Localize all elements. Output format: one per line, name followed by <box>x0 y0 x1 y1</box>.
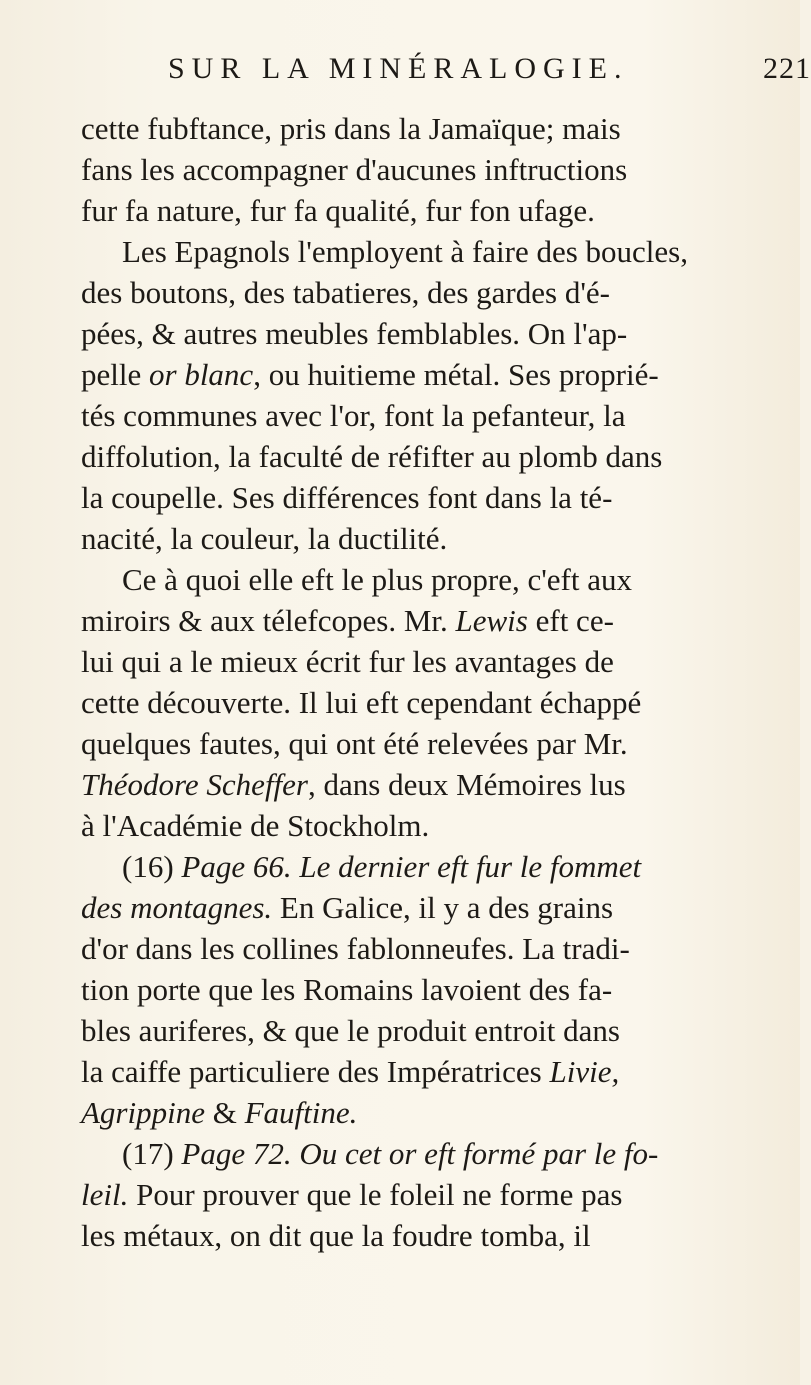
text-line: pelle or blanc, ou huitieme métal. Ses proprié- <box>81 357 659 392</box>
text-line: Les Epagnols l'employent à faire des boucles, <box>122 234 688 269</box>
text-line: cette fubftance, pris dans la Jamaïque; mais <box>81 111 621 146</box>
text-line: cette découverte. Il lui eft cependant échappé <box>81 685 642 720</box>
text-line: tés communes avec l'or, font la pefanteur, la <box>81 398 626 433</box>
text-line: miroirs & aux télefcopes. Mr. Lewis eft ce- <box>81 603 614 638</box>
text-line: à l'Académie de Stockholm. <box>81 808 430 843</box>
text-line: Théodore Scheffer, dans deux Mémoires lus <box>81 767 626 802</box>
text-line: bles auriferes, & que le produit entroit dans <box>81 1013 620 1048</box>
text-line: quelques fautes, qui ont été relevées par Mr. <box>81 726 628 761</box>
text-line: diffolution, la faculté de réfifter au plomb dans <box>81 439 663 474</box>
text-line: pées, & autres meubles femblables. On l'ap- <box>81 316 628 351</box>
text-line: les métaux, on dit que la foudre tomba, il <box>81 1218 591 1253</box>
text-line: (16) Page 66. Le dernier eft fur le fommet <box>122 849 642 884</box>
text-line: des boutons, des tabatieres, des gardes d'é- <box>81 275 610 310</box>
text-line: d'or dans les collines fablonneufes. La tradi- <box>81 931 630 966</box>
text-line: la caiffe particuliere des Impératrices Livie, <box>81 1054 620 1089</box>
text-line: leil. Pour prouver que le foleil ne forme pas <box>81 1177 623 1212</box>
text-line: Ce à quoi elle eft le plus propre, c'eft aux <box>122 562 633 597</box>
text-line: des montagnes. En Galice, il y a des grains <box>81 890 614 925</box>
text-line: fur fa nature, fur fa qualité, fur fon ufage. <box>81 193 595 228</box>
running-title: SUR LA MINÉRALOGIE. <box>168 52 629 85</box>
text-line: fans les accompagner d'aucunes inftructions <box>81 152 628 187</box>
text-line: (17) Page 72. Ou cet or eft formé par le fo- <box>122 1136 659 1171</box>
text-line: la coupelle. Ses différences font dans la té- <box>81 480 613 515</box>
text-line: Agrippine & Fauftine. <box>81 1095 358 1130</box>
text-line: nacité, la couleur, la ductilité. <box>81 521 448 556</box>
text-line: tion porte que les Romains lavoient des fa- <box>81 972 613 1007</box>
text-line: lui qui a le mieux écrit fur les avantages de <box>81 644 614 679</box>
page-number: 221 <box>763 52 811 85</box>
